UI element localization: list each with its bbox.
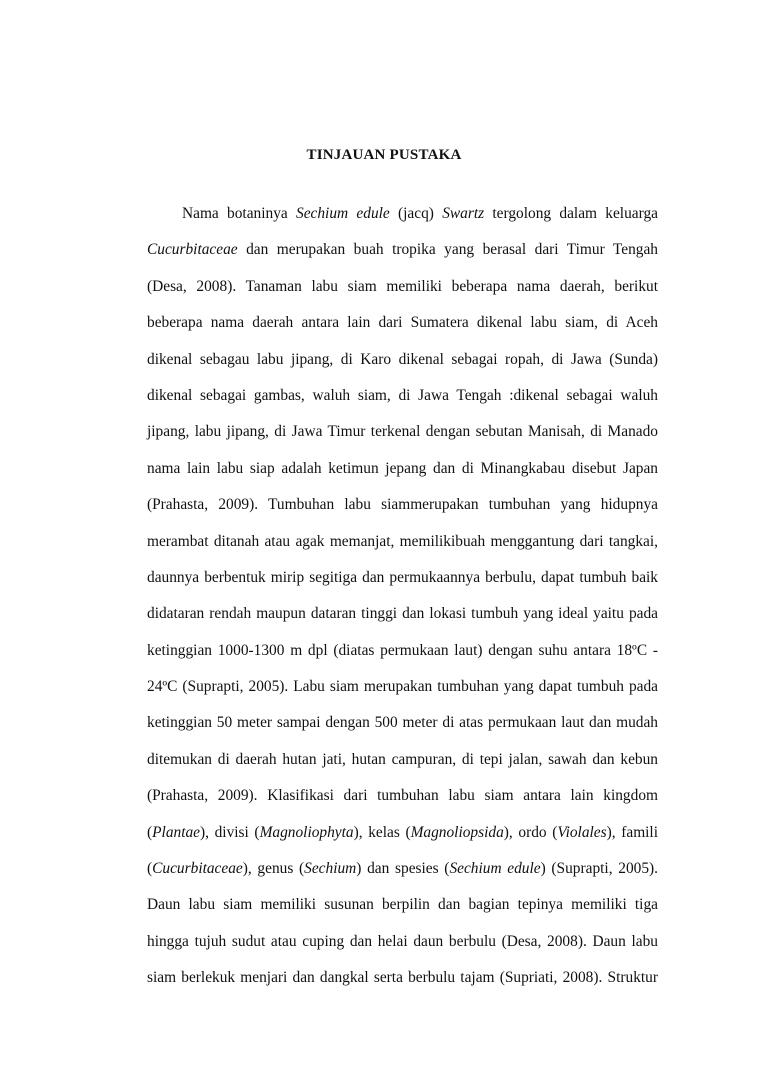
text-segment: ditemukan di daerah hutan jati, hutan campuran, di tepi jalan, sawah dan kebun	[147, 750, 658, 768]
text-segment: merambat ditanah atau agak memanjat, memilikibuah menggantung dari tangkai,	[147, 532, 658, 550]
italic-term: Cucurbitaceae	[152, 860, 243, 878]
text-line	[147, 960, 658, 996]
text-line	[147, 487, 658, 523]
text-segment: 24ºC (Suprapti, 2005). Labu siam merupakan tumbuhan yang dapat tumbuh pada	[147, 678, 658, 696]
text-segment: Nama botaninya	[182, 205, 296, 222]
text-segment: hingga tujuh sudut atau cuping dan helai daun berbulu (Desa, 2008). Daun labu	[147, 932, 658, 950]
text-line	[147, 924, 658, 960]
text-line	[147, 596, 658, 632]
text-line	[147, 414, 658, 450]
text-segment: siam berlekuk menjari dan dangkal serta berbulu tajam (Supriati, 2008). Struktur	[147, 969, 658, 987]
text-segment: tergolong dalam keluarga	[484, 205, 658, 222]
text-segment: dikenal sebagai gambas, waluh siam, di Jawa Tengah :dikenal sebagai waluh	[147, 386, 658, 404]
text-segment: ), ordo (	[503, 823, 558, 841]
text-segment: ), kelas (	[353, 823, 411, 841]
text-segment: nama lain labu siap adalah ketimun jepang dan di Minangkabau disebut Japan	[147, 459, 658, 477]
text-segment: (	[147, 860, 153, 878]
text-segment: jipang, labu jipang, di Jawa Timur terkenal dengan sebutan Manisah, di Manado	[147, 423, 658, 441]
italic-term: Plantae	[152, 823, 201, 841]
text-line	[147, 851, 658, 887]
text-segment: ) (Suprapti, 2005).	[540, 860, 658, 878]
text-line	[147, 378, 658, 414]
text-line	[147, 742, 658, 778]
italic-term: Violales	[557, 823, 607, 841]
italic-term: Swartz	[442, 205, 485, 222]
text-segment: Daun labu siam memiliki susunan berpilin dan bagian tepinya memiliki tiga	[147, 896, 658, 914]
text-segment: dikenal sebagau labu jipang, di Karo dikenal sebagai ropah, di Jawa (Sunda)	[147, 350, 658, 368]
text-segment: beberapa nama daerah antara lain dari Sumatera dikenal labu siam, di Aceh	[147, 314, 658, 332]
text-line	[147, 669, 658, 705]
text-segment: ), genus (	[242, 860, 305, 878]
italic-term: Magnoliophyta	[259, 823, 354, 841]
italic-term: Magnoliopsida	[410, 823, 504, 841]
text-segment: ), famili	[606, 823, 658, 841]
text-line	[147, 269, 658, 305]
text-line	[147, 633, 658, 669]
text-segment: ) dan spesies (	[356, 860, 450, 878]
text-line	[147, 305, 658, 341]
text-line	[147, 887, 658, 923]
text-line	[147, 560, 658, 596]
text-segment: (jacq)	[389, 205, 443, 222]
italic-term: Sechium edule	[449, 860, 541, 878]
text-segment: ), divisi (	[200, 823, 260, 841]
text-segment: daunnya berbentuk mirip segitiga dan permukaannya berbulu, dapat tumbuh baik	[147, 568, 658, 586]
text-segment: (Prahasta, 2009). Klasifikasi dari tumbuhan labu siam antara lain kingdom	[147, 787, 658, 805]
italic-term: Sechium	[304, 860, 357, 878]
text-segment: (	[147, 823, 153, 841]
text-segment: didataran rendah maupun dataran tinggi dan lokasi tumbuh yang ideal yaitu pada	[147, 605, 658, 623]
text-line	[147, 451, 658, 487]
text-line	[147, 232, 658, 268]
text-segment: ketinggian 50 meter sampai dengan 500 meter di atas permukaan laut dan mudah	[147, 714, 658, 732]
text-line	[147, 778, 658, 814]
text-segment: (Desa, 2008). Tanaman labu siam memiliki beberapa nama daerah, berikut	[147, 277, 658, 295]
text-line	[147, 705, 658, 741]
italic-term: Sechium edule	[296, 205, 390, 222]
body-paragraph	[147, 196, 658, 997]
text-line	[147, 342, 658, 378]
page-title: TINJAUAN PUSTAKA	[306, 147, 462, 163]
text-line	[147, 815, 658, 851]
text-segment: ketinggian 1000-1300 m dpl (diatas permukaan laut) dengan suhu antara 18ºC -	[147, 641, 658, 659]
text-segment: (Prahasta, 2009). Tumbuhan labu siammerupakan tumbuhan yang hidupnya	[147, 496, 658, 514]
text-line	[147, 524, 658, 560]
italic-term: Cucurbitaceae	[147, 241, 238, 259]
text-segment: dan merupakan buah tropika yang berasal dari Timur Tengah	[237, 241, 658, 259]
text-line	[147, 196, 658, 232]
